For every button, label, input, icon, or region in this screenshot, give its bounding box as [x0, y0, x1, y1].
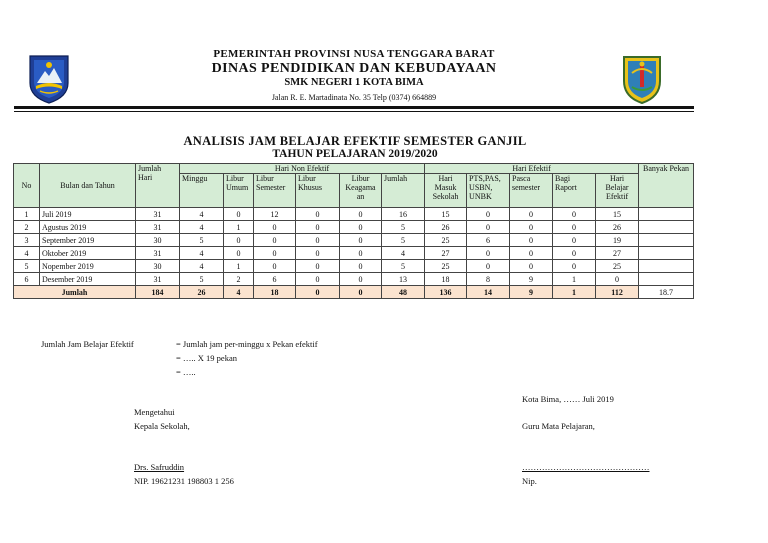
cell-report-distribution: 0	[553, 247, 596, 260]
cell-post-semester: 0	[510, 234, 553, 247]
cell-effective-study-days: 19	[596, 234, 639, 247]
letterhead-agency: DINAS PENDIDIKAN DAN KEBUDAYAAN	[211, 61, 497, 76]
cell-special-holiday: 0	[296, 234, 340, 247]
cell-exams: 8	[467, 273, 510, 286]
cell-report-distribution: 0	[553, 208, 596, 221]
cell-post-semester: 0	[510, 260, 553, 273]
table-row	[14, 234, 694, 247]
header-effective-days: Hari Efektif	[425, 164, 639, 174]
cell-sunday: 4	[180, 247, 224, 260]
header-month-year: Bulan dan Tahun	[40, 164, 136, 208]
cell-public-holiday: 0	[224, 208, 254, 221]
cell-report-distribution: 0	[553, 234, 596, 247]
cell-week-count	[639, 234, 694, 247]
cell-no: 5	[14, 260, 40, 273]
header-total-days: Jumlah Hari	[136, 164, 180, 208]
cell-exams: 6	[467, 234, 510, 247]
cell-school-days: 15	[425, 208, 467, 221]
letterhead-school: SMK NEGERI 1 KOTA BIMA	[284, 77, 424, 88]
cell-total-days: 31	[136, 221, 180, 234]
total-effective-study-days: 112	[596, 286, 639, 299]
header-non-effective-days: Hari Non Efektif	[180, 164, 425, 174]
cell-public-holiday: 2	[224, 273, 254, 286]
header-non-effective-sum: Jumlah	[382, 174, 425, 208]
cell-special-holiday: 0	[296, 260, 340, 273]
cell-public-holiday: 0	[224, 234, 254, 247]
table-row	[14, 221, 694, 234]
cell-no: 2	[14, 221, 40, 234]
cell-post-semester: 0	[510, 208, 553, 221]
cell-effective-study-days: 27	[596, 247, 639, 260]
cell-report-distribution: 0	[553, 221, 596, 234]
cell-total-days: 31	[136, 208, 180, 221]
cell-sunday: 4	[180, 260, 224, 273]
cell-non-effective-sum: 5	[382, 260, 425, 273]
cell-post-semester: 9	[510, 273, 553, 286]
cell-effective-study-days: 0	[596, 273, 639, 286]
header-exams: PTS,PAS, USBN, UNBK	[467, 174, 510, 208]
cell-non-effective-sum: 13	[382, 273, 425, 286]
letterhead-divider-thick	[14, 106, 694, 109]
header-report-distribution: Bagi Raport	[553, 174, 596, 208]
cell-month: Juli 2019	[40, 208, 136, 221]
signature-principal-name: Drs. Safruddin	[134, 462, 185, 472]
total-label: Jumlah	[14, 286, 136, 299]
document-title-main: ANALISIS JAM BELAJAR EFEKTIF SEMESTER GANJIL	[183, 134, 527, 148]
total-week-count: 18.7	[639, 286, 694, 299]
cell-month: Nopember 2019	[40, 260, 136, 273]
cell-total-days: 31	[136, 247, 180, 260]
signature-teacher-name: ………………………………………	[522, 462, 650, 472]
cell-religious-holiday: 0	[340, 234, 382, 247]
kota-bima-emblem-icon	[620, 53, 664, 105]
total-sunday: 26	[180, 286, 224, 299]
header-no: No	[14, 164, 40, 208]
cell-no: 1	[14, 208, 40, 221]
cell-semester-break: 0	[254, 260, 296, 273]
letterhead-government: PEMERINTAH PROVINSI NUSA TENGGARA BARAT	[213, 48, 495, 60]
total-report-distribution: 1	[553, 286, 596, 299]
cell-total-days: 30	[136, 234, 180, 247]
header-special-holiday: Libur Khusus	[296, 174, 340, 208]
cell-non-effective-sum: 16	[382, 208, 425, 221]
total-public-holiday: 4	[224, 286, 254, 299]
cell-special-holiday: 0	[296, 208, 340, 221]
header-post-semester: Pasca semester	[510, 174, 553, 208]
cell-public-holiday: 0	[224, 247, 254, 260]
cell-week-count	[639, 221, 694, 234]
total-exams: 14	[467, 286, 510, 299]
cell-special-holiday: 0	[296, 247, 340, 260]
total-school-days: 136	[425, 286, 467, 299]
cell-semester-break: 0	[254, 247, 296, 260]
signature-teacher-nip: Nip.	[522, 476, 537, 486]
cell-exams: 0	[467, 247, 510, 260]
cell-religious-holiday: 0	[340, 221, 382, 234]
cell-public-holiday: 1	[224, 260, 254, 273]
total-post-semester: 9	[510, 286, 553, 299]
letterhead-divider-thin	[14, 111, 694, 112]
cell-semester-break: 6	[254, 273, 296, 286]
cell-school-days: 26	[425, 221, 467, 234]
cell-post-semester: 0	[510, 221, 553, 234]
cell-religious-holiday: 0	[340, 247, 382, 260]
cell-exams: 0	[467, 260, 510, 273]
table-total-row	[14, 286, 694, 299]
cell-sunday: 5	[180, 234, 224, 247]
letterhead-address: Jalan R. E. Martadinata No. 35 Telp (0374) 664889	[271, 93, 437, 102]
cell-effective-study-days: 26	[596, 221, 639, 234]
table-row	[14, 247, 694, 260]
cell-sunday: 4	[180, 208, 224, 221]
formula-label: Jumlah Jam Belajar Efektif	[41, 339, 134, 349]
total-religious-holiday: 0	[340, 286, 382, 299]
cell-total-days: 31	[136, 273, 180, 286]
cell-effective-study-days: 25	[596, 260, 639, 273]
letterhead	[150, 48, 558, 104]
cell-week-count	[639, 208, 694, 221]
cell-no: 3	[14, 234, 40, 247]
formula-line-1: = Jumlah jam per-minggu x Pekan efektif	[176, 339, 318, 349]
cell-sunday: 4	[180, 221, 224, 234]
cell-non-effective-sum: 5	[382, 234, 425, 247]
cell-religious-holiday: 0	[340, 208, 382, 221]
cell-month: September 2019	[40, 234, 136, 247]
cell-exams: 0	[467, 221, 510, 234]
header-sunday: Minggu	[180, 174, 224, 208]
total-special-holiday: 0	[296, 286, 340, 299]
cell-semester-break: 0	[254, 234, 296, 247]
ntb-province-emblem-icon	[27, 53, 71, 105]
header-school-days: Hari Masuk Sekolah	[425, 174, 467, 208]
effective-hours-table	[13, 163, 694, 299]
cell-no: 4	[14, 247, 40, 260]
signature-principal-nip: NIP. 19621231 198803 1 256	[134, 476, 234, 486]
total-days: 184	[136, 286, 180, 299]
cell-non-effective-sum: 5	[382, 221, 425, 234]
cell-week-count	[639, 273, 694, 286]
header-week-count: Banyak Pekan	[639, 164, 694, 208]
signature-date: Kota Bima, …… Juli 2019	[522, 394, 614, 404]
cell-school-days: 18	[425, 273, 467, 286]
signature-acknowledged: Mengetahui	[134, 407, 175, 417]
total-semester-break: 18	[254, 286, 296, 299]
header-religious-holiday: Libur Keagama an	[340, 174, 382, 208]
cell-non-effective-sum: 4	[382, 247, 425, 260]
cell-report-distribution: 0	[553, 260, 596, 273]
cell-semester-break: 0	[254, 221, 296, 234]
cell-public-holiday: 1	[224, 221, 254, 234]
cell-no: 6	[14, 273, 40, 286]
cell-school-days: 27	[425, 247, 467, 260]
cell-week-count	[639, 260, 694, 273]
signature-principal-title: Kepala Sekolah,	[134, 421, 190, 431]
table-row	[14, 260, 694, 273]
cell-month: Desember 2019	[40, 273, 136, 286]
header-effective-study-days: Hari Belajar Efektif	[596, 174, 639, 208]
header-public-holiday: Libur Umum	[224, 174, 254, 208]
cell-exams: 0	[467, 208, 510, 221]
cell-report-distribution: 1	[553, 273, 596, 286]
cell-week-count	[639, 247, 694, 260]
formula-line-2: = ….. X 19 pekan	[176, 353, 237, 363]
cell-post-semester: 0	[510, 247, 553, 260]
cell-religious-holiday: 0	[340, 273, 382, 286]
total-non-effective: 48	[382, 286, 425, 299]
cell-religious-holiday: 0	[340, 260, 382, 273]
cell-sunday: 5	[180, 273, 224, 286]
header-semester-break: Libur Semester	[254, 174, 296, 208]
cell-total-days: 30	[136, 260, 180, 273]
cell-school-days: 25	[425, 234, 467, 247]
header-row-1	[14, 164, 694, 174]
document-title	[120, 134, 590, 161]
cell-special-holiday: 0	[296, 273, 340, 286]
cell-semester-break: 12	[254, 208, 296, 221]
signature-teacher-title: Guru Mata Pelajaran,	[522, 421, 595, 431]
formula-line-3: = …..	[176, 367, 196, 377]
cell-effective-study-days: 15	[596, 208, 639, 221]
cell-month: Oktober 2019	[40, 247, 136, 260]
cell-school-days: 25	[425, 260, 467, 273]
table-row	[14, 273, 694, 286]
table-row	[14, 208, 694, 221]
document-title-year: TAHUN PELAJARAN 2019/2020	[272, 148, 438, 160]
cell-month: Agustus 2019	[40, 221, 136, 234]
cell-special-holiday: 0	[296, 221, 340, 234]
